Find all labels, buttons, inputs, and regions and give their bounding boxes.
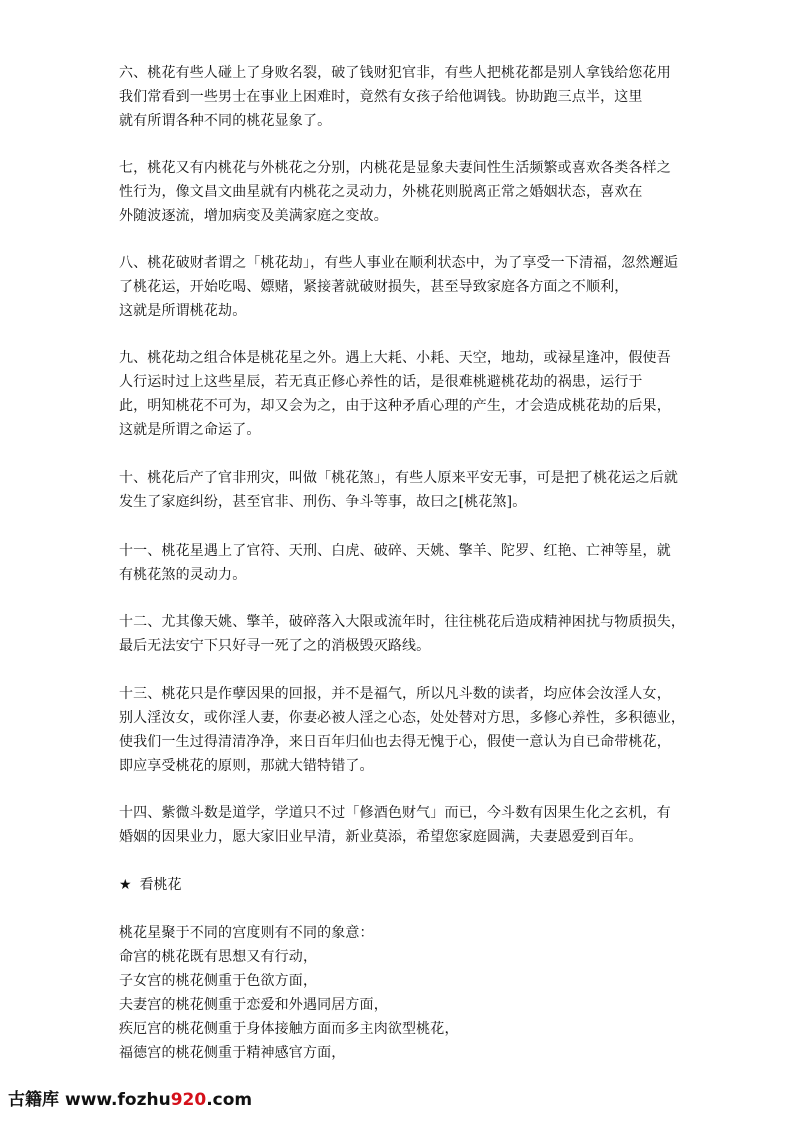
paragraph-9-line-3: 此，明知桃花不可为，却又会为之，由于这种矛盾心理的产生，才会造成桃花劫的后果，: [119, 398, 671, 414]
footer-url-www: www.: [65, 1090, 118, 1110]
paragraph-13-line-3: 使我们一生过得清清净净，来日百年归仙也去得无愧于心，假使一意认为自已命带桃花，: [119, 734, 671, 750]
palace-item-zinu: 子女宫的桃花侧重于色欲方面，: [119, 973, 318, 989]
paragraph-7-line-3: 外随波逐流，增加病变及美满家庭之变故。: [119, 208, 388, 224]
paragraph-14-line-1: 十四、紫微斗数是道学，学道只不过「修酒色财气」而已，今斗数有因果生化之玄机，有: [119, 805, 671, 821]
paragraph-6-line-2: 我们常看到一些男士在事业上困难时，竟然有女孩子给他调钱。协助跑三点半，这里: [119, 89, 643, 105]
paragraph-9-line-4: 这就是所谓之命运了。: [119, 422, 261, 438]
section-heading: [119, 874, 182, 897]
footer-url-number: 920: [170, 1090, 207, 1110]
paragraph-10-line-2: 发生了家庭纠纷，甚至官非、刑伤、争斗等事，故曰之[桃花煞]。: [119, 494, 527, 510]
paragraph-14-line-2: 婚姻的因果业力，愿大家旧业早清，新业莫添，希望您家庭圆满，夫妻恩爱到百年。: [119, 829, 643, 845]
paragraph-13-line-1: 十三、桃花只是作孽因果的回报，并不是福气，所以凡斗数的读者，均应体会汝淫人女，: [119, 686, 671, 702]
paragraph-6-line-1: 六、桃花有些人碰上了身败名裂，破了钱财犯官非，有些人把桃花都是别人拿钱给您花用: [119, 65, 671, 81]
paragraph-7-line-2: 性行为，像文昌文曲星就有内桃花之灵动力，外桃花则脱离正常之婚姻状态，喜欢在: [119, 184, 643, 200]
footer-watermark: [8, 1088, 252, 1112]
paragraph-11-line-1: 十一、桃花星遇上了官符、天刑、白虎、破碎、天姚、擎羊、陀罗、红艳、亡神等星，就: [119, 543, 671, 559]
paragraph-13-line-4: 即应享受桃花的原则，那就大错特错了。: [119, 758, 374, 774]
paragraph-8-line-2: 了桃花运，开始吃喝、嫖赌，紧接著就破财损失，甚至导致家庭各方面之不顺利，: [119, 279, 629, 295]
star-icon: ★: [119, 877, 132, 893]
palace-item-fuqi: 夫妻宫的桃花侧重于恋爱和外遇同居方面，: [119, 997, 388, 1013]
palace-item-ming: 命宫的桃花既有思想又有行动，: [119, 949, 318, 965]
paragraph-8-line-1: 八、桃花破财者谓之「桃花劫」，有些人事业在顺利状态中，为了享受一下清福，忽然邂逅: [119, 255, 678, 271]
paragraph-9-line-2: 人行运时过上这些星辰，若无真正修心养性的话，是很难桃避桃花劫的祸患，运行于: [119, 374, 643, 390]
paragraph-12-line-1: 十二、尤其像天姚、擎羊，破碎落入大限或流年时，往往桃花后造成精神困扰与物质损失，: [119, 614, 685, 630]
paragraph-9-line-1: 九、桃花劫之组合体是桃花星之外。遇上大耗、小耗、天空，地劫，或禄星逢冲，假使吾: [119, 350, 671, 366]
footer-url-tld: .com: [206, 1090, 253, 1110]
palace-item-jie: 疾厄宫的桃花侧重于身体接触方面而多主肉欲型桃花，: [119, 1021, 459, 1037]
paragraph-12-line-2: 最后无法安宁下只好寻一死了之的消极毁灭路线。: [119, 638, 431, 654]
paragraph-7-line-1: 七，桃花又有内桃花与外桃花之分别，内桃花是显象夫妻间性生活频繁或喜欢各类各样之: [119, 160, 671, 176]
paragraph-6-line-3: 就有所谓各种不同的桃花显象了。: [119, 113, 332, 129]
footer-url-brand: fozhu: [117, 1090, 171, 1110]
palace-item-fude: 福德宫的桃花侧重于精神感官方面，: [119, 1045, 346, 1061]
section-title: 看桃花: [139, 877, 182, 893]
paragraph-13-line-2: 别人淫汝女，或你淫人妻，你妻必被人淫之心态，处处替对方思，多修心养性，多积德业，: [119, 710, 685, 726]
palace-intro: 桃花星聚于不同的宫度则有不同的象意：: [119, 925, 374, 941]
footer-site-name: 古籍库: [8, 1090, 59, 1110]
paragraph-10-line-1: 十、桃花后产了官非刑灾，叫做「桃花煞」，有些人原来平安无事，可是把了桃花运之后就: [119, 470, 678, 486]
paragraph-11-line-2: 有桃花煞的灵动力。: [119, 567, 247, 583]
paragraph-8-line-3: 这就是所谓桃花劫。: [119, 303, 247, 319]
